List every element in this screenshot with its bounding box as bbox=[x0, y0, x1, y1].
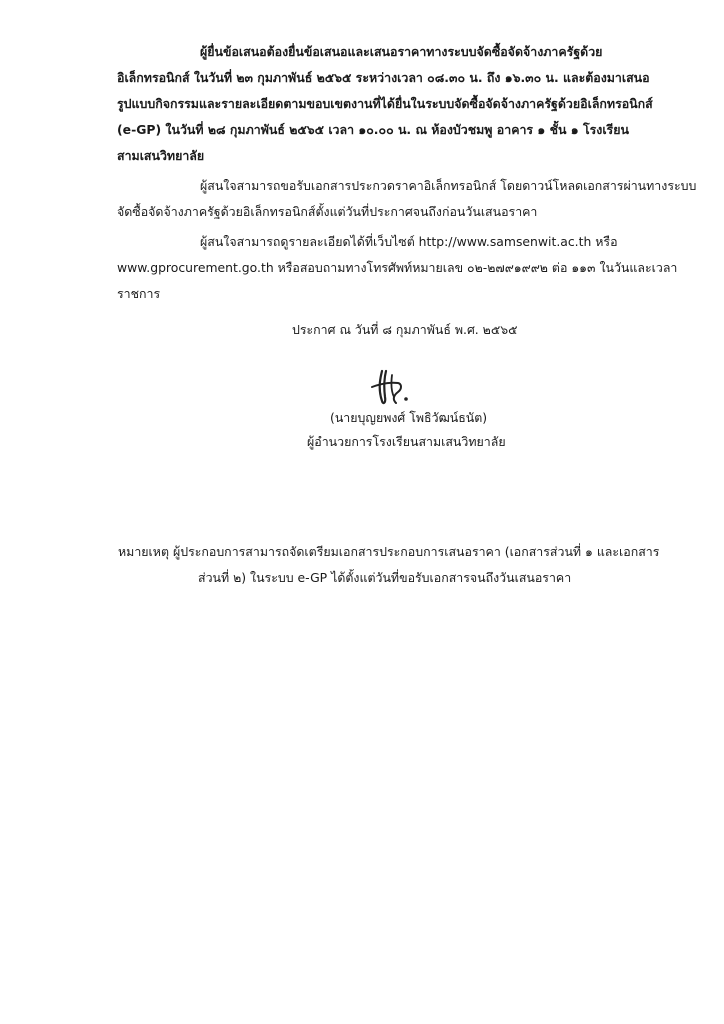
signature-image bbox=[368, 365, 412, 407]
paragraph-line: รูปแบบกิจกรรมและรายละเอียดตามขอบเขตงานที่ได้ยื่นในระบบจัดซื้อจัดจ้างภาครัฐด้วยอิเล็กทรอนิกส์ bbox=[117, 96, 653, 111]
signatory-position: ผู้อำนวยการโรงเรียนสามเสนวิทยาลัย bbox=[307, 434, 506, 449]
paragraph-line: ผู้สนใจสามารถดูรายละเอียดได้ที่เว็บไซต์ http://www.samsenwit.ac.th หรือ bbox=[200, 234, 618, 249]
remark-line: หมายเหตุ ผู้ประกอบการสามารถจัดเตรียมเอกสารประกอบการเสนอราคา (เอกสารส่วนที่ ๑ และเอกสาร bbox=[118, 544, 660, 559]
paragraph-line: จัดซื้อจัดจ้างภาครัฐด้วยอิเล็กทรอนิกส์ตั้งแต่วันที่ประกาศจนถึงก่อนวันเสนอราคา bbox=[117, 204, 538, 219]
paragraph-line: อิเล็กทรอนิกส์ ในวันที่ ๒๓ กุมภาพันธ์ ๒๕๖๕ ระหว่างเวลา ๐๘.๓๐ น. ถึง ๑๖.๓๐ น. และต้องมาเสนอ bbox=[117, 70, 650, 85]
remark-line: ส่วนที่ ๒) ในระบบ e-GP ได้ตั้งแต่วันที่ขอรับเอกสารจนถึงวันเสนอราคา bbox=[198, 570, 572, 585]
announcement-date: ประกาศ ณ วันที่ ๘ กุมภาพันธ์ พ.ศ. ๒๕๖๕ bbox=[292, 322, 518, 337]
paragraph-line: ผู้ยื่นข้อเสนอต้องยื่นข้อเสนอและเสนอราคาทางระบบจัดซื้อจัดจ้างภาครัฐด้วย bbox=[200, 44, 603, 59]
paragraph-line: สามเสนวิทยาลัย bbox=[117, 148, 205, 163]
signatory-name: (นายบุญยพงศ์ โพธิวัฒน์ธนัต) bbox=[330, 410, 488, 425]
paragraph-line: www.gprocurement.go.th หรือสอบถามทางโทรศัพท์หมายเลข ๐๒-๒๗๙๑๙๙๒ ต่อ ๑๑๓ ในวันและเวลา bbox=[117, 260, 678, 275]
paragraph-line: (e-GP) ในวันที่ ๒๘ กุมภาพันธ์ ๒๕๖๕ เวลา ๑๐.๐๐ น. ณ ห้องบัวชมพู อาคาร ๑ ชั้น ๑ โรงเรียน bbox=[117, 122, 629, 137]
paragraph-line: ผู้สนใจสามารถขอรับเอกสารประกวดราคาอิเล็กทรอนิกส์ โดยดาวน์โหลดเอกสารผ่านทางระบบ bbox=[200, 178, 697, 193]
paragraph-line: ราชการ bbox=[117, 286, 161, 301]
